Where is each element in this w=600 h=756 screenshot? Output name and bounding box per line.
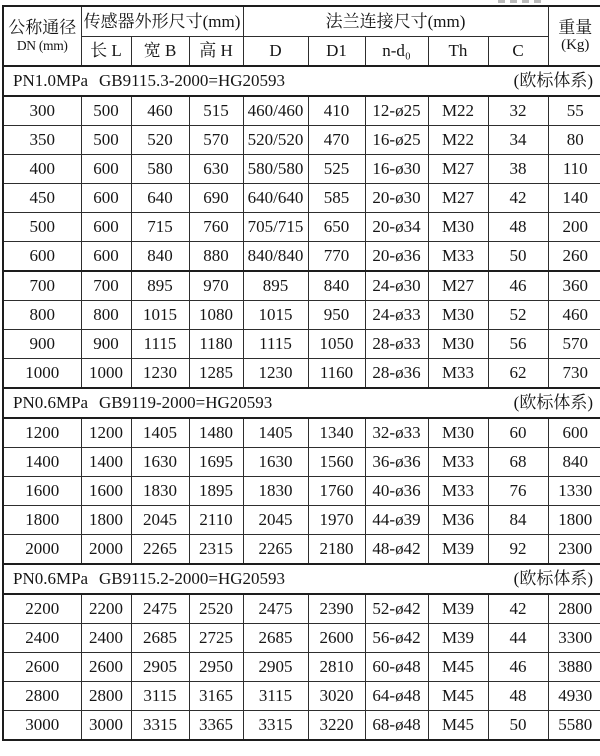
cell-length-l: 900	[81, 330, 131, 359]
cell-d1: 2390	[308, 594, 365, 624]
cell-n-d0: 36-ø36	[365, 448, 428, 477]
spec-row-dn-1400	[3, 448, 600, 477]
cell-weight: 5580	[548, 711, 600, 741]
cell-d1: 3220	[308, 711, 365, 741]
cell-th: M39	[428, 594, 488, 624]
cell-width-b: 2905	[131, 653, 189, 682]
cell-height-h: 1480	[189, 418, 243, 448]
cell-c: 84	[488, 506, 548, 535]
dn-header-line2: DN (mm)	[16, 37, 68, 53]
cell-dn: 450	[3, 184, 81, 213]
col-header-n-d0: n-d₀	[365, 37, 428, 67]
cell-dn: 1600	[3, 477, 81, 506]
cell-c: 46	[488, 271, 548, 301]
spec-row-dn-800	[3, 301, 600, 330]
cell-c: 48	[488, 213, 548, 242]
cell-d1: 1050	[308, 330, 365, 359]
cell-c: 92	[488, 535, 548, 565]
cell-d1: 585	[308, 184, 365, 213]
cell-width-b: 520	[131, 126, 189, 155]
cell-c: 68	[488, 448, 548, 477]
weight-header-line1: 重量	[558, 17, 593, 37]
cell-th: M22	[428, 96, 488, 126]
cell-weight: 3880	[548, 653, 600, 682]
cell-dn: 1800	[3, 506, 81, 535]
cell-weight: 2300	[548, 535, 600, 565]
cell-n-d0: 48-ø42	[365, 535, 428, 565]
sub-header-row	[3, 37, 600, 67]
cell-dn: 900	[3, 330, 81, 359]
col-header-c: C	[488, 37, 548, 67]
cell-width-b: 3315	[131, 711, 189, 741]
cell-weight: 840	[548, 448, 600, 477]
cell-c: 38	[488, 155, 548, 184]
pressure-rating: PN0.6MPa	[13, 569, 89, 589]
cell-n-d0: 40-ø36	[365, 477, 428, 506]
cell-weight: 360	[548, 271, 600, 301]
cell-n-d0: 32-ø33	[365, 418, 428, 448]
cell-dn: 1400	[3, 448, 81, 477]
cell-th: M33	[428, 477, 488, 506]
cell-width-b: 840	[131, 242, 189, 272]
cell-n-d0: 12-ø25	[365, 96, 428, 126]
cell-dn: 350	[3, 126, 81, 155]
cell-d: 580/580	[243, 155, 308, 184]
cell-c: 48	[488, 682, 548, 711]
cell-length-l: 1800	[81, 506, 131, 535]
cell-length-l: 2800	[81, 682, 131, 711]
spec-row-dn-2200	[3, 594, 600, 624]
cell-n-d0: 16-ø30	[365, 155, 428, 184]
cell-n-d0: 20-ø30	[365, 184, 428, 213]
cell-th: M39	[428, 624, 488, 653]
cell-width-b: 460	[131, 96, 189, 126]
cell-d: 1405	[243, 418, 308, 448]
cell-c: 44	[488, 624, 548, 653]
cell-c: 34	[488, 126, 548, 155]
spec-row-dn-2400	[3, 624, 600, 653]
cell-length-l: 3000	[81, 711, 131, 741]
cell-weight: 600	[548, 418, 600, 448]
spec-row-dn-350	[3, 126, 600, 155]
cell-height-h: 1895	[189, 477, 243, 506]
cell-weight: 55	[548, 96, 600, 126]
cell-th: M22	[428, 126, 488, 155]
cell-length-l: 1600	[81, 477, 131, 506]
cell-n-d0: 20-ø36	[365, 242, 428, 272]
cell-th: M45	[428, 682, 488, 711]
cell-height-h: 1180	[189, 330, 243, 359]
standard-code: GB9115.2-2000=HG20593	[99, 569, 286, 589]
spec-row-dn-1800	[3, 506, 600, 535]
spec-row-dn-1000	[3, 359, 600, 389]
cell-d: 460/460	[243, 96, 308, 126]
cell-n-d0: 64-ø48	[365, 682, 428, 711]
cell-height-h: 970	[189, 271, 243, 301]
cell-d: 2905	[243, 653, 308, 682]
cell-d1: 3020	[308, 682, 365, 711]
cell-length-l: 1400	[81, 448, 131, 477]
cell-c: 42	[488, 184, 548, 213]
cell-n-d0: 56-ø42	[365, 624, 428, 653]
col-header-weight	[548, 6, 600, 66]
spec-row-dn-600	[3, 242, 600, 272]
cell-th: M36	[428, 506, 488, 535]
cell-n-d0: 20-ø34	[365, 213, 428, 242]
cell-weight: 730	[548, 359, 600, 389]
cell-length-l: 500	[81, 96, 131, 126]
cell-length-l: 500	[81, 126, 131, 155]
spec-row-dn-300	[3, 96, 600, 126]
cell-n-d0: 68-ø48	[365, 711, 428, 741]
cell-d: 2685	[243, 624, 308, 653]
cell-d: 640/640	[243, 184, 308, 213]
system-note: (欧标体系)	[513, 569, 593, 589]
cell-th: M27	[428, 155, 488, 184]
cell-d1: 770	[308, 242, 365, 272]
cell-d: 520/520	[243, 126, 308, 155]
cell-weight: 80	[548, 126, 600, 155]
cell-d: 1115	[243, 330, 308, 359]
section-header-cell	[3, 388, 600, 418]
cell-weight: 1330	[548, 477, 600, 506]
cell-n-d0: 16-ø25	[365, 126, 428, 155]
cell-d1: 840	[308, 271, 365, 301]
cell-c: 46	[488, 653, 548, 682]
cell-d1: 1160	[308, 359, 365, 389]
cell-c: 56	[488, 330, 548, 359]
section-header-row	[3, 388, 600, 418]
cell-d: 2045	[243, 506, 308, 535]
cell-n-d0: 52-ø42	[365, 594, 428, 624]
standard-code: GB9119-2000=HG20593	[99, 393, 273, 413]
cell-weight: 200	[548, 213, 600, 242]
cell-length-l: 1200	[81, 418, 131, 448]
spec-row-dn-1200	[3, 418, 600, 448]
cell-weight: 460	[548, 301, 600, 330]
col-group-flange-dimensions: 法兰连接尺寸(mm)	[243, 6, 548, 37]
cell-d: 1630	[243, 448, 308, 477]
cell-th: M30	[428, 330, 488, 359]
section-header-cell	[3, 564, 600, 594]
cell-d: 840/840	[243, 242, 308, 272]
cell-th: M45	[428, 653, 488, 682]
cell-length-l: 2200	[81, 594, 131, 624]
cell-length-l: 700	[81, 271, 131, 301]
cell-width-b: 2045	[131, 506, 189, 535]
cell-dn: 500	[3, 213, 81, 242]
cell-n-d0: 44-ø39	[365, 506, 428, 535]
weight-header-line2: (Kg)	[561, 36, 590, 53]
spec-row-dn-500	[3, 213, 600, 242]
cell-c: 50	[488, 242, 548, 272]
spec-row-dn-1600	[3, 477, 600, 506]
cell-th: M39	[428, 535, 488, 565]
cell-c: 32	[488, 96, 548, 126]
cell-c: 50	[488, 711, 548, 741]
cell-length-l: 2600	[81, 653, 131, 682]
cell-n-d0: 24-ø30	[365, 271, 428, 301]
cell-width-b: 895	[131, 271, 189, 301]
cell-dn: 800	[3, 301, 81, 330]
cell-length-l: 2400	[81, 624, 131, 653]
cell-d: 895	[243, 271, 308, 301]
cell-dn: 3000	[3, 711, 81, 741]
cell-height-h: 570	[189, 126, 243, 155]
cell-th: M45	[428, 711, 488, 741]
cell-dn: 400	[3, 155, 81, 184]
cell-dn: 2200	[3, 594, 81, 624]
section-header-row	[3, 564, 600, 594]
cell-d: 1830	[243, 477, 308, 506]
cropped-text-artifact	[498, 0, 544, 3]
cell-height-h: 3165	[189, 682, 243, 711]
spec-row-dn-2800	[3, 682, 600, 711]
cell-width-b: 2475	[131, 594, 189, 624]
cell-height-h: 3365	[189, 711, 243, 741]
cell-dn: 2800	[3, 682, 81, 711]
dn-header-line1: 公称通径	[8, 17, 77, 37]
cell-d: 2475	[243, 594, 308, 624]
table-header	[3, 6, 600, 66]
cell-dn: 2400	[3, 624, 81, 653]
cell-height-h: 2520	[189, 594, 243, 624]
cell-th: M30	[428, 301, 488, 330]
cell-dn: 600	[3, 242, 81, 272]
cell-height-h: 1695	[189, 448, 243, 477]
cell-width-b: 1630	[131, 448, 189, 477]
cell-d1: 470	[308, 126, 365, 155]
cell-d1: 1560	[308, 448, 365, 477]
cell-d1: 2600	[308, 624, 365, 653]
cell-weight: 110	[548, 155, 600, 184]
cell-height-h: 2950	[189, 653, 243, 682]
cell-length-l: 2000	[81, 535, 131, 565]
cell-d1: 950	[308, 301, 365, 330]
cell-weight: 260	[548, 242, 600, 272]
cell-dn: 2000	[3, 535, 81, 565]
spec-row-dn-900	[3, 330, 600, 359]
cell-th: M27	[428, 184, 488, 213]
spec-row-dn-3000	[3, 711, 600, 741]
cell-dn: 1000	[3, 359, 81, 389]
cell-d1: 2810	[308, 653, 365, 682]
cell-height-h: 515	[189, 96, 243, 126]
spec-row-dn-450	[3, 184, 600, 213]
cell-d1: 525	[308, 155, 365, 184]
cell-c: 62	[488, 359, 548, 389]
cell-height-h: 880	[189, 242, 243, 272]
cell-d: 3315	[243, 711, 308, 741]
cell-d: 1230	[243, 359, 308, 389]
cell-width-b: 640	[131, 184, 189, 213]
dimension-spec-table	[2, 5, 600, 741]
col-header-th: Th	[428, 37, 488, 67]
cell-dn: 300	[3, 96, 81, 126]
cell-c: 60	[488, 418, 548, 448]
cell-length-l: 800	[81, 301, 131, 330]
cell-height-h: 2110	[189, 506, 243, 535]
cell-dn: 700	[3, 271, 81, 301]
system-note: (欧标体系)	[513, 393, 593, 413]
col-header-d1: D1	[308, 37, 365, 67]
cell-d: 2265	[243, 535, 308, 565]
cell-height-h: 1285	[189, 359, 243, 389]
cell-width-b: 580	[131, 155, 189, 184]
cell-width-b: 1015	[131, 301, 189, 330]
cell-width-b: 2265	[131, 535, 189, 565]
cell-length-l: 600	[81, 242, 131, 272]
cell-weight: 4930	[548, 682, 600, 711]
cell-height-h: 760	[189, 213, 243, 242]
section-header-row	[3, 66, 600, 96]
pressure-rating: PN1.0MPa	[13, 71, 89, 91]
cell-weight: 570	[548, 330, 600, 359]
cell-th: M30	[428, 213, 488, 242]
cell-th: M27	[428, 271, 488, 301]
spec-row-dn-400	[3, 155, 600, 184]
cell-d: 705/715	[243, 213, 308, 242]
col-header-height-h: 高 H	[189, 37, 243, 67]
pressure-rating: PN0.6MPa	[13, 393, 89, 413]
cell-height-h: 1080	[189, 301, 243, 330]
cell-width-b: 1830	[131, 477, 189, 506]
cell-d1: 410	[308, 96, 365, 126]
cell-n-d0: 60-ø48	[365, 653, 428, 682]
col-group-sensor-dimensions: 传感器外形尺寸(mm)	[81, 6, 243, 37]
col-header-length-l: 长 L	[81, 37, 131, 67]
cell-d1: 1760	[308, 477, 365, 506]
cell-th: M33	[428, 242, 488, 272]
cell-c: 42	[488, 594, 548, 624]
cell-width-b: 1230	[131, 359, 189, 389]
cell-d1: 2180	[308, 535, 365, 565]
cell-d1: 650	[308, 213, 365, 242]
cell-n-d0: 28-ø36	[365, 359, 428, 389]
cell-d: 1015	[243, 301, 308, 330]
section-header-cell	[3, 66, 600, 96]
cell-height-h: 630	[189, 155, 243, 184]
col-header-d: D	[243, 37, 308, 67]
cell-width-b: 2685	[131, 624, 189, 653]
cell-d1: 1340	[308, 418, 365, 448]
cell-th: M33	[428, 448, 488, 477]
cell-c: 76	[488, 477, 548, 506]
standard-code: GB9115.3-2000=HG20593	[99, 71, 286, 91]
cell-th: M33	[428, 359, 488, 389]
cell-d1: 1970	[308, 506, 365, 535]
cell-length-l: 600	[81, 213, 131, 242]
cell-c: 52	[488, 301, 548, 330]
cell-width-b: 715	[131, 213, 189, 242]
spec-row-dn-700	[3, 271, 600, 301]
col-header-dn	[3, 6, 81, 66]
cell-length-l: 600	[81, 184, 131, 213]
cell-weight: 3300	[548, 624, 600, 653]
cell-length-l: 600	[81, 155, 131, 184]
cell-width-b: 3115	[131, 682, 189, 711]
spec-row-dn-2000	[3, 535, 600, 565]
cell-th: M30	[428, 418, 488, 448]
table-body	[3, 66, 600, 740]
cell-weight: 140	[548, 184, 600, 213]
cell-width-b: 1115	[131, 330, 189, 359]
cell-height-h: 690	[189, 184, 243, 213]
cell-weight: 1800	[548, 506, 600, 535]
cell-d: 3115	[243, 682, 308, 711]
system-note: (欧标体系)	[513, 71, 593, 91]
cell-width-b: 1405	[131, 418, 189, 448]
cell-height-h: 2725	[189, 624, 243, 653]
spec-row-dn-2600	[3, 653, 600, 682]
cell-n-d0: 28-ø33	[365, 330, 428, 359]
cell-weight: 2800	[548, 594, 600, 624]
cell-dn: 1200	[3, 418, 81, 448]
cell-length-l: 1000	[81, 359, 131, 389]
col-header-width-b: 宽 B	[131, 37, 189, 67]
cell-dn: 2600	[3, 653, 81, 682]
cell-n-d0: 24-ø33	[365, 301, 428, 330]
cell-height-h: 2315	[189, 535, 243, 565]
